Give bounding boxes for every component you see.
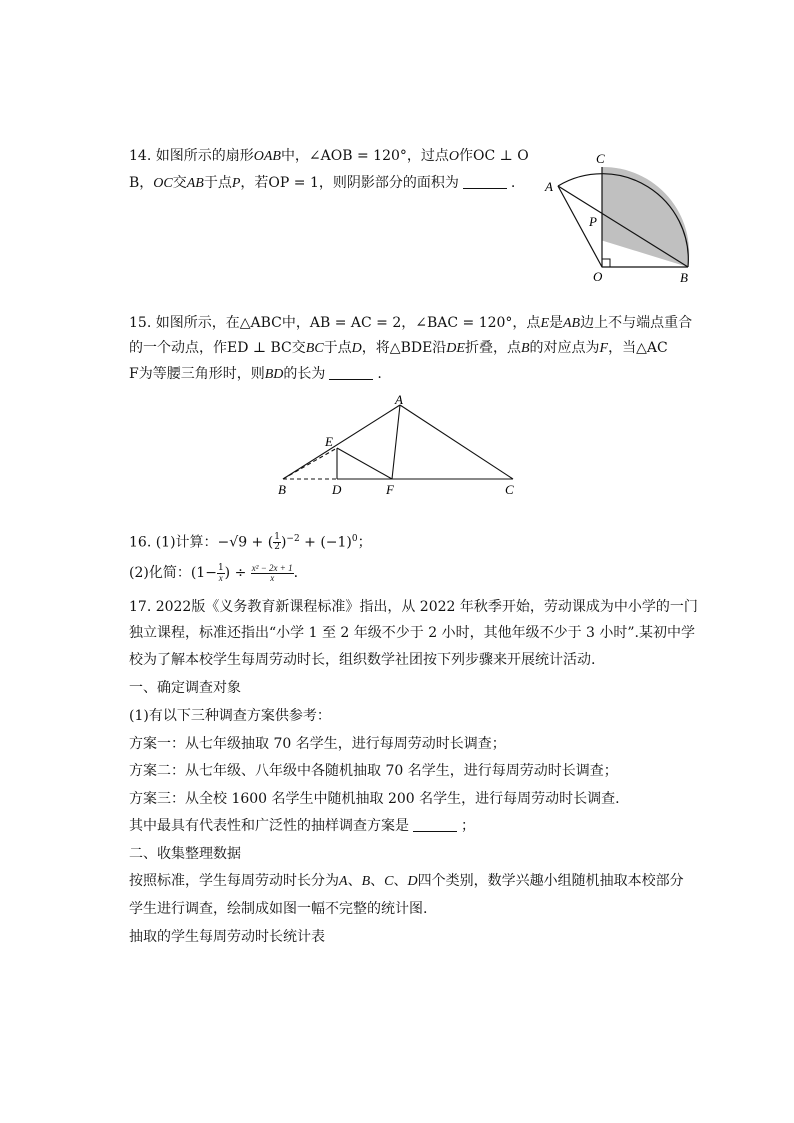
segment-be-dashed [283,448,337,479]
q17-section-heading-2: 二、收集整理数据 [129,846,241,862]
q14-sector-figure [540,150,700,285]
q15-line2: 的一个动点，作ED ⊥ BC交BC于点D，将△BDE沿DE折叠，点B的对应点为F，当△AC [129,340,668,356]
label-o: O [593,269,603,284]
q17-line11: 按照标准，学生每周劳动时长分为A、B、C、D四个类别，数学兴趣小组随机抽取本校部分 [129,873,684,889]
label-p: P [589,214,597,229]
label-e: E [325,434,333,449]
label-a: A [545,179,553,194]
label-f: F [386,482,394,497]
label-c: C [596,151,605,166]
segment-ef [337,448,392,479]
right-angle-mark [602,259,610,267]
answer-blank[interactable] [413,817,457,832]
segment-ac [400,405,513,479]
q15-line1: 15. 如图所示，在△ABC中，AB = AC = 2，∠BAC = 120°，点E是AB边上不与端点重合 [129,315,693,331]
q17-line3: 校为了解本校学生每周劳动时长，组织数学社团按下列步骤来开展统计活动. [129,652,596,668]
segment-af [392,405,400,479]
q17-line12: 学生进行调查，绘制成如图一幅不完整的统计图. [129,901,428,917]
fraction-one-half: $\frac{1}{2}$ [274,532,280,553]
q17-table-caption: 抽取的学生每周劳动时长统计表 [129,929,325,945]
q17-plan-1: 方案一：从七年级抽取 70 名学生，进行每周劳动时长调查； [129,736,506,752]
answer-blank[interactable] [463,174,507,189]
answer-blank[interactable] [329,365,373,380]
q17-line5: (1)有以下三种调查方案供参考： [129,708,331,724]
shaded-region [602,167,689,267]
q17-line1: 17. 2022版《义务教育新课程标准》指出，从 2022 年秋季开始，劳动课成为中小学的一门 [129,599,698,615]
q14-oab: OAB [253,149,281,164]
segment-ab [283,405,400,479]
q17-section-heading-1: 一、确定调查对象 [129,680,241,696]
q16-line1: 16. (1)计算：−√9 + ( $\frac{1}{2}$ )$^{-2} + (-1)^0$； [129,532,372,553]
label-b: B [680,270,688,285]
q17-plan-2: 方案二：从七年级、八年级中各随机抽取 70 名学生，进行每周劳动时长调查； [129,763,618,779]
label-b: B [278,482,286,497]
q16-line2: (2)化简：(1− $\frac{1}{x}$ ) ÷ $\frac{\text{x² − 2x + 1}}{x}$ . [129,562,299,583]
q14-line1: 14. 如图所示的扇形OAB中，∠AOB = 120°，过点O作OC ⊥ O [129,148,529,164]
label-d: D [332,482,342,497]
fraction-one-over-x: $\frac{1}{x}$ [217,562,224,583]
q17-line2: 独立课程，标准还指出“小学 1 至 2 年级不少于 2 小时，其他年级不少于 3 小时”.某初中学 [129,625,695,641]
fraction-polynomial: $\frac{\text{x² − 2x + 1}}{x}$ [251,562,293,583]
q14-line2: B，OC交AB于点P，若OP = 1，则阴影部分的面积为 . [129,175,516,191]
q17-plan-3: 方案三：从全校 1600 名学生中随机抽取 200 名学生，进行每周劳动时长调查. [129,791,620,807]
q15-line3: F为等腰三角形时，则BD的长为 . [129,366,382,382]
q17-line9: 其中最具有代表性和广泛性的抽样调查方案是 ； [129,818,475,834]
q15-triangle-figure [270,392,530,502]
label-c: C [505,482,514,497]
label-a: A [395,392,403,407]
